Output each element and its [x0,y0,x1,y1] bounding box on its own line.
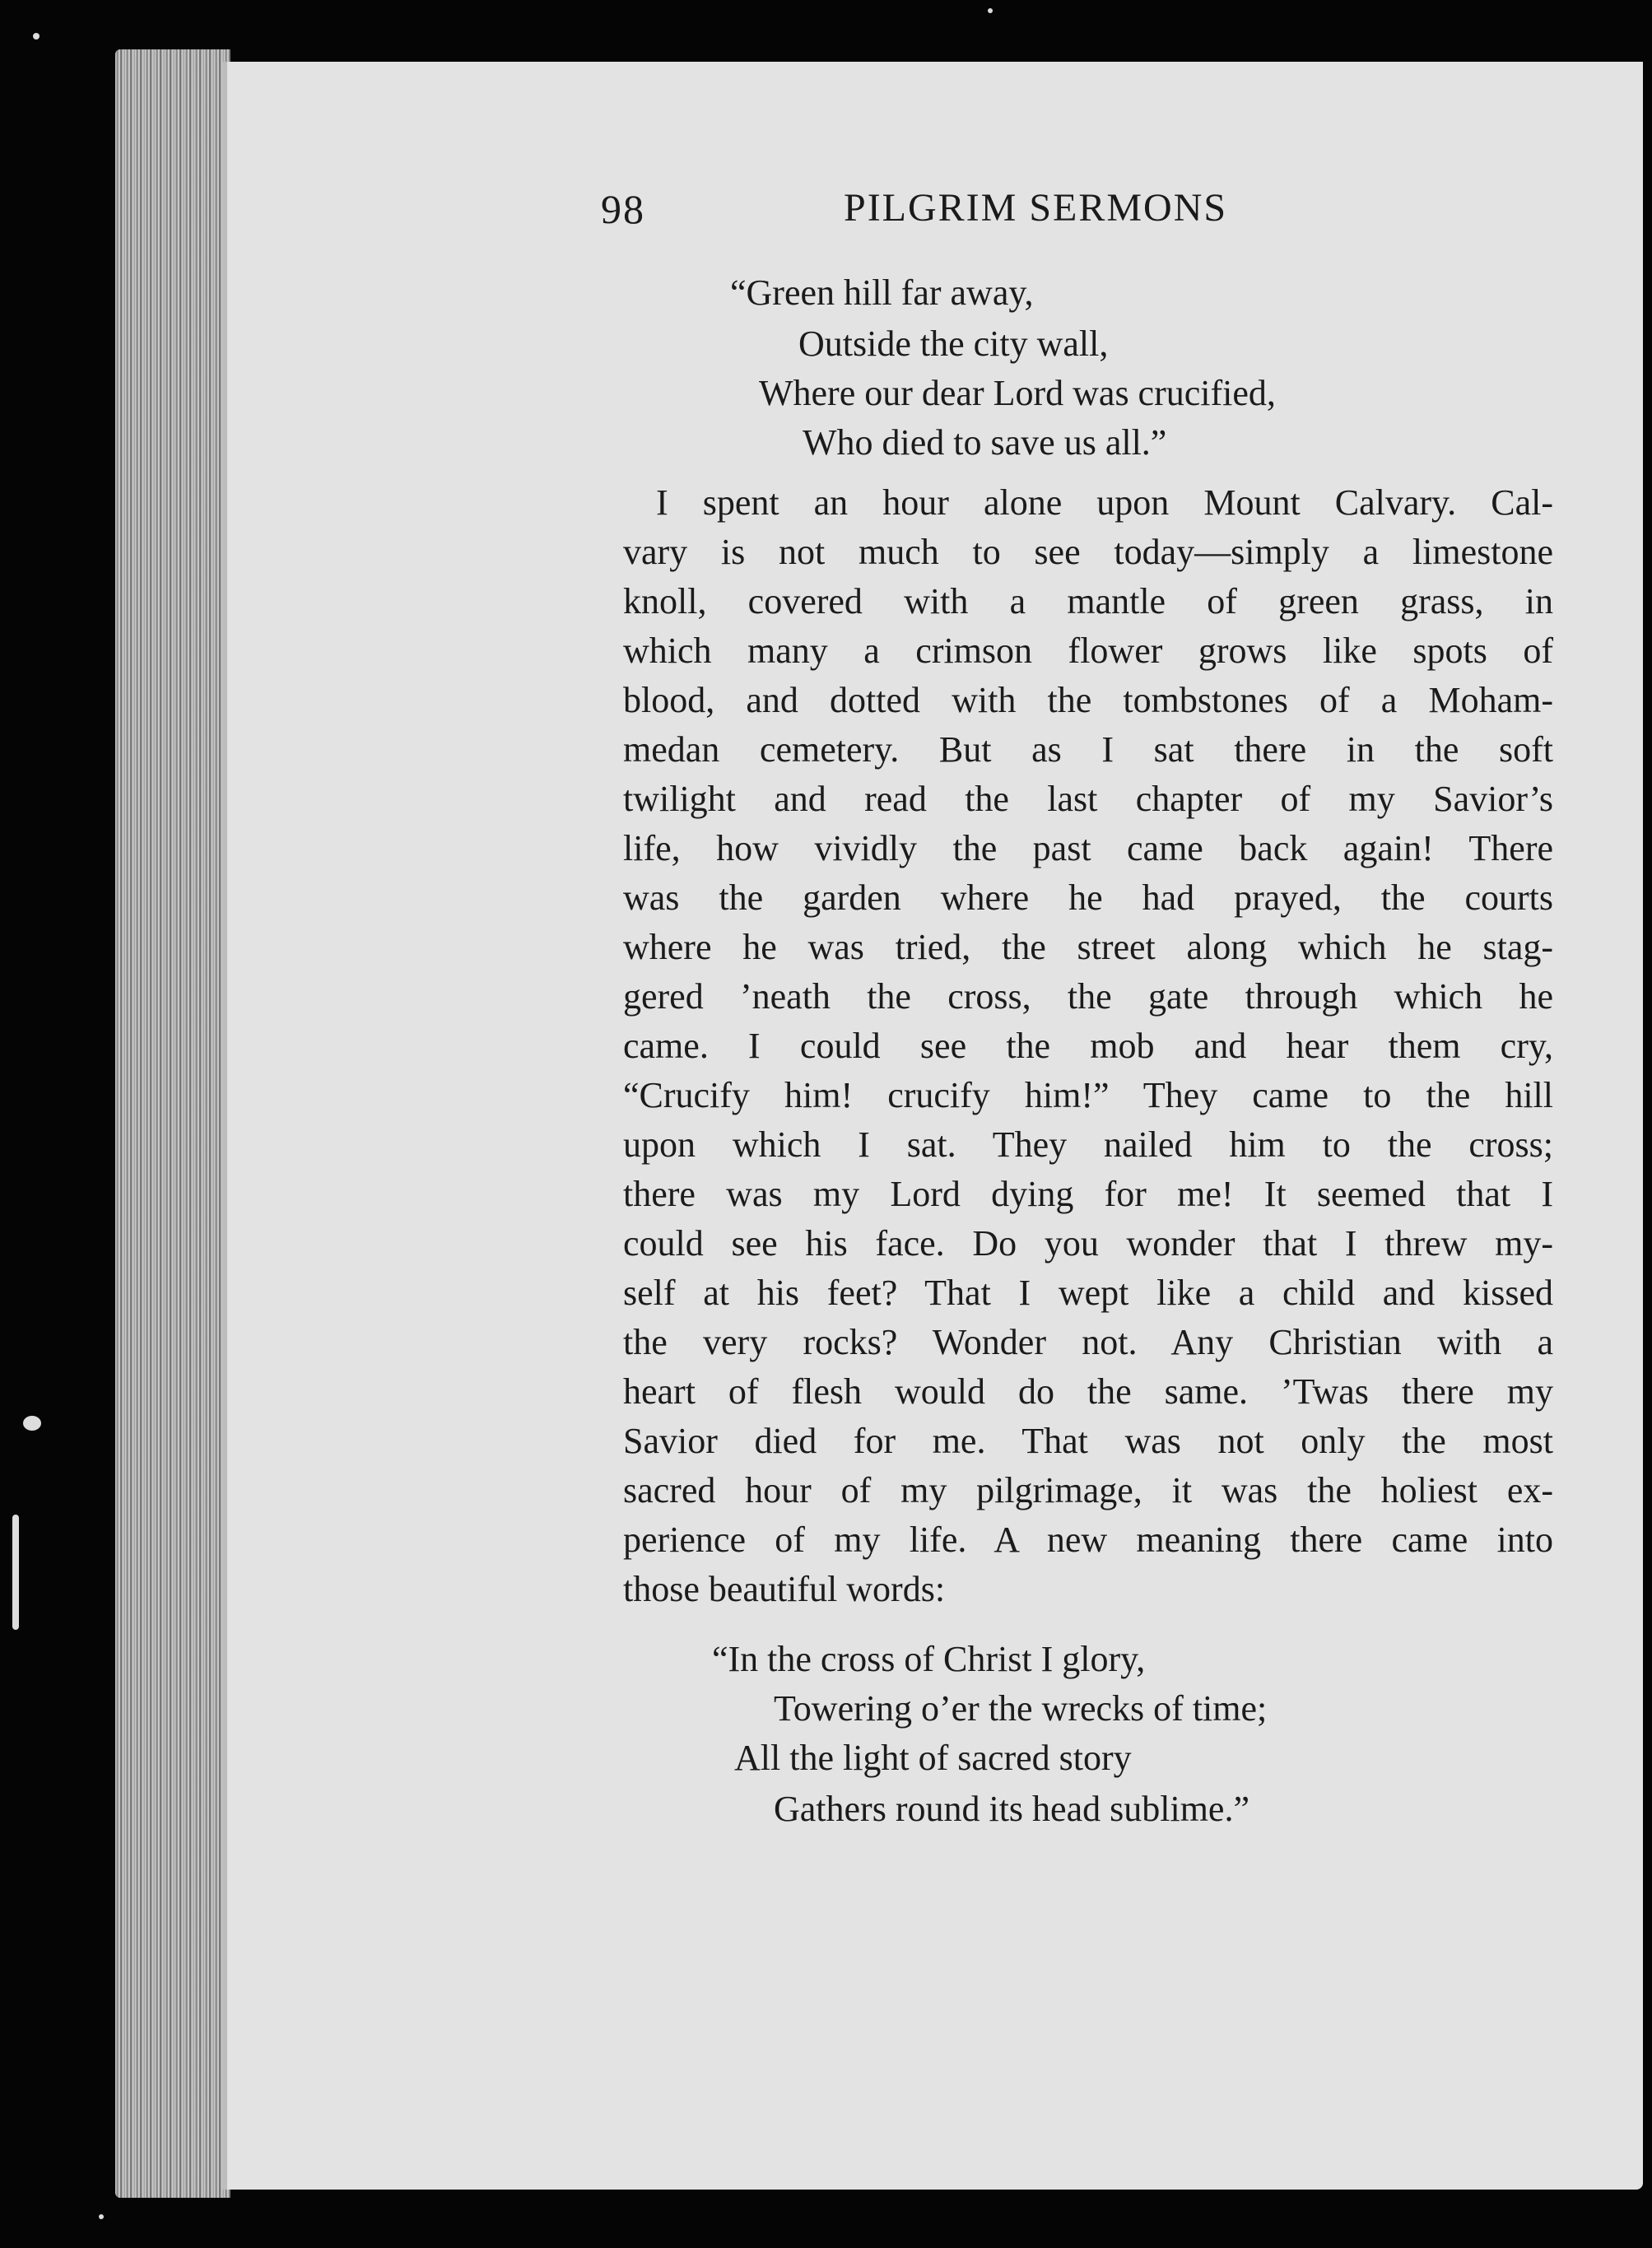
dust-speck [33,33,40,40]
paragraph-line: which many a crimson flower grows like spots of [623,631,1553,671]
paragraph-line: could see his face. Do you wonder that I threw my- [623,1223,1553,1264]
paragraph-line: medan cemetery. But as I sat there in the soft [623,729,1553,770]
poem-line: Where our dear Lord was crucified, [759,373,1276,413]
paragraph-line: Savior died for me. That was not only the most [623,1421,1553,1461]
poem-line: Towering o’er the wrecks of time; [774,1688,1268,1729]
paragraph-line: vary is not much to see today—simply a limestone [623,532,1553,572]
paragraph-line: blood, and dotted with the tombstones of a Moham- [623,680,1553,720]
paragraph-line: upon which I sat. They nailed him to the cross; [623,1124,1553,1165]
paragraph-line: knoll, covered with a mantle of green grass, in [623,581,1553,621]
poem-line: “Green hill far away, [730,272,1034,313]
poem-line: “In the cross of Christ I glory, [712,1639,1146,1679]
page-edge [115,49,230,2198]
paragraph-line: gered ’neath the cross, the gate through which he [623,976,1553,1017]
paragraph-line: those beautiful words: [623,1569,946,1609]
paragraph-line: the very rocks? Wonder not. Any Christian with a [623,1322,1553,1362]
paragraph-line: sacred hour of my pilgrimage, it was the holiest ex- [623,1470,1553,1510]
paragraph-line: perience of my life. A new meaning there came into [623,1520,1553,1560]
paragraph-line: “Crucify him! crucify him!” They came to the hill [623,1075,1553,1115]
dust-speck [23,1416,41,1431]
paragraph-line: there was my Lord dying for me! It seemed that I [623,1174,1553,1214]
poem-line: Gathers round its head sublime.” [774,1789,1249,1829]
running-head [601,185,1276,243]
poem-line: Who died to save us all.” [803,422,1167,463]
paragraph-line: self at his feet? That I wept like a child and kissed [623,1273,1553,1313]
paragraph-line: I spent an hour alone upon Mount Calvary. Cal- [656,482,1553,523]
dust-speck [988,8,993,13]
paragraph-line: came. I could see the mob and hear them cry, [623,1026,1553,1066]
poem-line: Outside the city wall, [798,323,1109,364]
page-number: 98 [601,186,645,232]
paragraph-line: heart of flesh would do the same. ’Twas there my [623,1371,1553,1412]
paragraph-line: was the garden where he had prayed, the courts [623,877,1553,918]
paragraph-line: where he was tried, the street along which he stag- [623,927,1553,967]
paragraph-line: twilight and read the last chapter of my Savior’s [623,779,1553,819]
poem-line: All the light of sacred story [734,1738,1132,1778]
running-title: PILGRIM SERMONS [844,186,1228,230]
dust-speck [12,1515,19,1630]
dust-speck [99,2214,104,2219]
paragraph-line: life, how vividly the past came back again! There [623,828,1553,868]
